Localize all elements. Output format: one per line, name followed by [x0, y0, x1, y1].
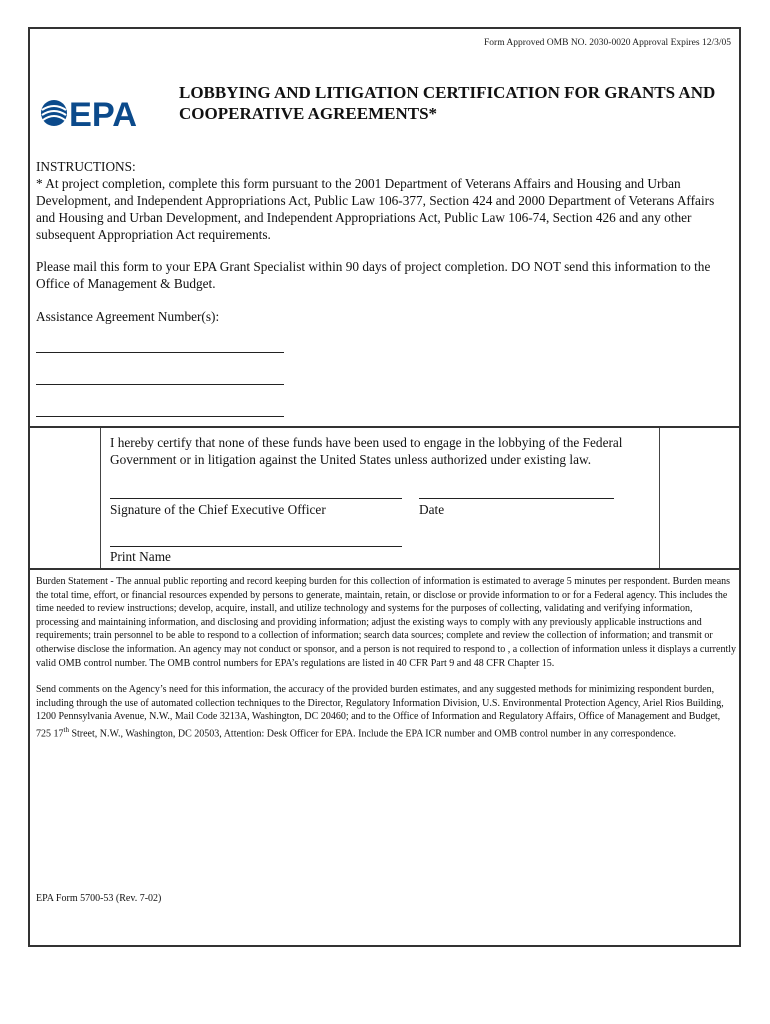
print-name-label: Print Name: [110, 549, 171, 564]
send-comments-sup: th: [63, 725, 69, 734]
form-title: LOBBYING AND LITIGATION CERTIFICATION FOR GRANTS AND COOPERATIVE AGREEMENTS*: [179, 83, 716, 123]
send-comments-part2: Street, N.W., Washington, DC 20503, Attention: Desk Officer for EPA. Include the EPA ICR number and OMB control number in any correspondence.: [68, 728, 677, 740]
print-name-field[interactable]: [110, 546, 402, 547]
assistance-number-field-1[interactable]: [36, 352, 284, 353]
signature-label: Signature of the Chief Executive Officer: [110, 502, 326, 517]
send-comments-part1: Send comments on the Agency’s need for this information, the accuracy of the provided burden estimates, and any suggested methods for minimizing respondent burden, including through the use of automated collection techniques to the Director, Regulatory Information Division, U.S. Environmental Protection Agency, Ariel Rios Building, 1200 Pennsylvania Avenue, N.W., Mail Code 3213A, Washington, DC 20460; and to the Office of Information and Regulatory Affairs, Office of Management and Budget, 725 17: [36, 684, 724, 740]
certification-text: I hereby certify that none of these funds have been used to engage in the lobbying of the Federal Government or in litigation against the United States unless authorized under existing law.: [110, 435, 623, 467]
certification-box: [30, 426, 739, 570]
omb-notice: Form Approved OMB NO. 2030-0020 Approval Expires 12/3/05: [484, 38, 731, 48]
epa-logo: [39, 96, 139, 130]
signature-field[interactable]: [110, 498, 402, 499]
mail-note: Please mail this form to your EPA Grant Specialist within 90 days of project completion. DO NOT send this information to the Office of Management & Budget.: [36, 259, 711, 291]
assistance-number-field-2[interactable]: [36, 384, 284, 385]
instructions-section: [36, 158, 736, 243]
date-label: Date: [419, 502, 445, 517]
instructions-heading: INSTRUCTIONS:: [36, 159, 136, 174]
epa-logo-text: EPA: [69, 96, 137, 130]
assistance-number-field-3[interactable]: [36, 416, 284, 417]
epa-flower-icon: [41, 100, 67, 126]
assistance-agreement-label: Assistance Agreement Number(s):: [36, 309, 220, 324]
burden-section: [36, 575, 736, 754]
certification-panel: [100, 428, 660, 568]
burden-statement: Burden Statement - The annual public reporting and record keeping burden for this collection of information is estimated to average 5 minutes per respondent. Burden means the total time, effort, or financial resources expended by persons to generate, maintain, retain, or disclose or provide information to or for a Federal agency. This includes the time needed to review instructions; develop, acquire, install, and utilize technology and systems for the purposes of collecting, validating and verifying information, processing and maintaining information, and disclosing and providing information; adjust the existing ways to comply with any previously applicable instructions and requirements; train personnel to be able to respond to a collection of information; search data sources; complete and review the collection of information; and transmit or otherwise disclose the information. An agency may not conduct or sponsor, and a person is not required to respond to , a collection of information unless it displays a currently valid OMB control number. The OMB control numbers for EPA’s regulations are listed in 40 CFR Part 9 and 48 CFR Chapter 15.: [36, 576, 736, 669]
instructions-body: * At project completion, complete this form pursuant to the 2001 Department of Veterans Affairs and Housing and Urban Development, and Independent Appropriations Act, Public Law 106-377, Section 424 and 2000 Department of Veterans Affairs and Housing and Urban Development, and Independent Appropriations Act, Public Law 106-74, Section 426 and any other subsequent Appropriation Act requirements.: [36, 176, 715, 242]
send-comments: [36, 683, 736, 741]
form-frame: [28, 27, 741, 947]
date-field[interactable]: [419, 498, 614, 499]
form-number: EPA Form 5700-53 (Rev. 7-02): [36, 893, 162, 904]
